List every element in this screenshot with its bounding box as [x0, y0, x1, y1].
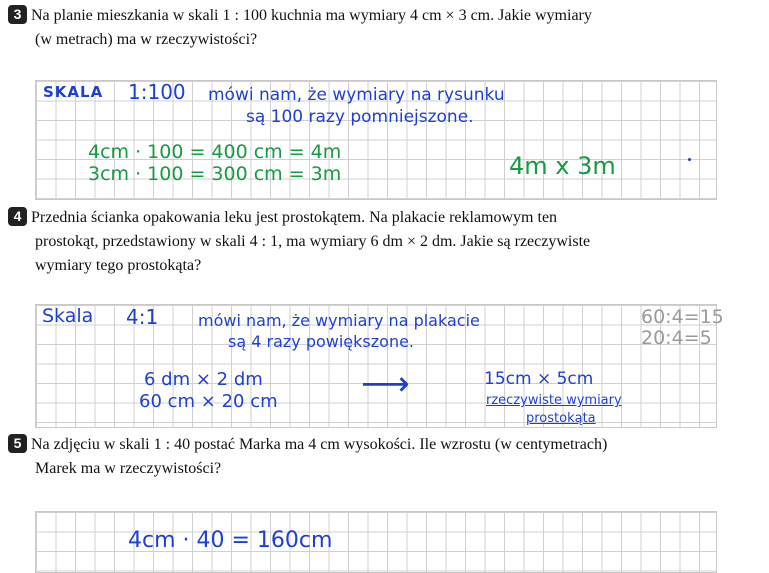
ink-dot: [688, 158, 691, 161]
hw-calc-1: 4cm · 100 = 400 cm = 4m: [88, 141, 342, 163]
hw-answer: 4m x 3m: [509, 152, 616, 180]
task-3-line-2: (w metrach) ma w rzeczywistości?: [35, 31, 258, 48]
task-number-badge: 5: [8, 434, 27, 453]
hw-sentence-1: mówi nam, że wymiary na rysunku: [208, 85, 505, 105]
hw-calc: 4cm · 40 = 160cm: [128, 528, 333, 553]
task-5-prompt: [8, 433, 723, 481]
task-5-line-2: Marek ma w rzeczywistości?: [35, 460, 222, 477]
task-4-line-1: Przednia ścianka opakowania leku jest prostokątem. Na plakacie reklamowym ten: [31, 209, 558, 226]
hw-calc-2: 3cm · 100 = 300 cm = 3m: [88, 163, 342, 185]
task-4-line-2: prostokąt, przedstawiony w skali 4 : 1, ma wymiary 6 dm × 2 dm. Jakie są rzeczywiste: [35, 233, 591, 250]
hw-note-2: prostokąta: [526, 411, 596, 426]
hw-dims-cm: 60 cm × 20 cm: [139, 391, 278, 412]
task-3-answer-grid: [35, 80, 717, 200]
task-3-prompt: [8, 4, 723, 52]
hw-sentence-2: są 100 razy pomniejszone.: [246, 107, 474, 127]
hw-sentence-2: są 4 razy powiększone.: [228, 332, 415, 351]
task-3-line-1: Na planie mieszkania w skali 1 : 100 kuchnia ma wymiary 4 cm × 3 cm. Jakie wymiary: [31, 7, 592, 24]
task-4-line-3: wymiary tego prostokąta?: [35, 257, 202, 274]
hw-dims-dm: 6 dm × 2 dm: [144, 369, 263, 390]
side-calc-1: 60:4=15: [641, 306, 724, 328]
hw-skala-label: Skala: [42, 305, 94, 327]
hw-sentence-1: mówi nam, że wymiary na plakacie: [198, 311, 480, 330]
arrow-right-icon: ⟶: [361, 364, 410, 404]
task-5-answer-grid: [35, 511, 717, 573]
hw-skala-label: SKALA: [43, 83, 104, 101]
task-4-prompt: [8, 206, 723, 278]
hw-result: 15cm × 5cm: [484, 369, 594, 389]
hw-scale-ratio: 1:100: [128, 80, 186, 104]
side-calc-2: 20:4=5: [641, 327, 712, 349]
task-4-answer-grid: [35, 304, 717, 428]
hw-note-1: rzeczywiste wymiary: [486, 393, 622, 408]
task-5-line-1: Na zdjęciu w skali 1 : 40 postać Marka ma 4 cm wysokości. Ile wzrostu (w centymetrach): [31, 436, 608, 453]
task-number-badge: 3: [8, 5, 27, 24]
hw-scale-ratio: 4:1: [126, 305, 159, 329]
task-number-badge: 4: [8, 207, 27, 226]
